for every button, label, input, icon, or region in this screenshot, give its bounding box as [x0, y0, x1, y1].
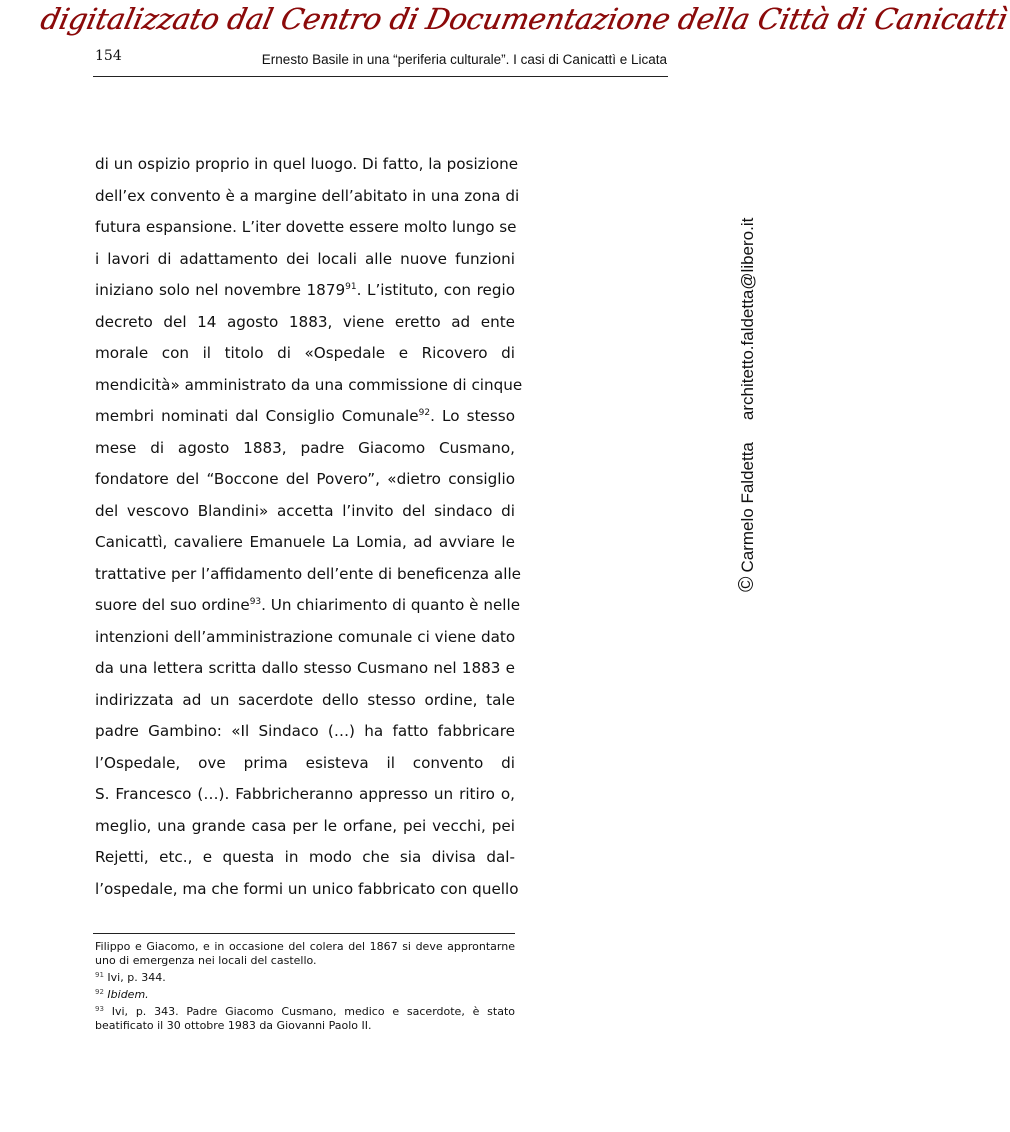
body-line [95, 590, 521, 622]
footnote-text: Ibidem. [107, 988, 149, 1001]
header-rule [93, 76, 668, 77]
body-line: di un ospizio proprio in quel luogo. Di fatto, la posizione [95, 155, 519, 173]
footnote-92 [95, 988, 515, 1002]
author-name: Carmelo Faldetta [738, 442, 757, 573]
author-email[interactable]: architetto.faldetta@libero.it [738, 217, 757, 421]
running-title: Ernesto Basile in una “periferia culturale”. I casi di Canicattì e Licata [261, 52, 667, 67]
body-line-part: suore del suo ordine [95, 596, 250, 614]
body-line: da una lettera scritta dallo stesso Cusmano nel 1883 e [95, 659, 515, 677]
footnote-number: 92 [95, 988, 104, 996]
page-number: 154 [95, 48, 122, 64]
footnotes [95, 940, 515, 1036]
body-line: l’Ospedale, ove prima esisteva il convento di [95, 753, 515, 772]
footnote-continuation: Filippo e Giacomo, e in occasione del colera del 1867 si deve approntarne uno di emergenza nei locali del castello. [95, 940, 515, 967]
body-line: mendicità» amministrato da una commissione di cinque [95, 375, 523, 394]
body-line: morale con il titolo di «Ospedale e Ricovero di [95, 344, 515, 362]
body-line: trattative per l’affidamento dell’ente di beneficenza alle [95, 564, 522, 583]
footnote-ref-91[interactable]: 91 [345, 282, 357, 292]
footnote-rule [93, 933, 515, 934]
body-line [95, 275, 515, 307]
body-line [95, 401, 515, 433]
body-line-part: iniziano solo nel novembre 1879 [95, 281, 346, 299]
body-line: mese di agosto 1883, padre Giacomo Cusmano, [95, 438, 515, 457]
digitization-banner: digitalizzato dal Centro di Documentazione della Città di Canicattì [37, 2, 1010, 36]
body-line: indirizzata ad un sacerdote dello stesso ordine, tale [95, 690, 515, 709]
body-line-part: membri nominati dal Consiglio Comunale [95, 407, 419, 425]
footnote-ref-93[interactable]: 93 [249, 597, 262, 607]
body-text [95, 149, 523, 905]
body-line: S. Francesco (…). Fabbricheranno appresso un ritiro o, [95, 785, 515, 803]
body-line-part: . Lo stesso [430, 407, 515, 425]
body-line: Rejetti, etc., e questa in modo che sia divisa dal- [95, 848, 515, 866]
body-line: futura espansione. L’iter dovette essere molto lungo se [95, 218, 517, 236]
footnote-text: Ivi, p. 343. Padre Giacomo Cusmano, medico e sacerdote, è stato beatificato il 30 ottobre 1983 da Giovanni Paolo II. [95, 1005, 515, 1032]
body-line: intenzioni dell’amministrazione comunale ci viene dato [95, 627, 516, 646]
footnote-number: 91 [95, 971, 104, 979]
copyright-icon: © [735, 576, 758, 592]
body-line: l’ospedale, ma che formi un unico fabbricato con quello [95, 879, 519, 898]
footnote-number: 93 [95, 1005, 104, 1013]
footnote-93 [95, 1005, 515, 1033]
footnote-text: Ivi, p. 344. [107, 971, 166, 984]
body-line-part: . Un chiarimento di quanto è nelle [261, 596, 521, 614]
copyright-sidebar [735, 218, 759, 592]
footnote-91 [95, 971, 515, 985]
body-line: padre Gambino: «Il Sindaco (…) ha fatto fabbricare [95, 722, 515, 740]
body-line: decreto del 14 agosto 1883, viene eretto ad ente [95, 312, 515, 331]
body-line-part: . L’istituto, con regio [356, 281, 515, 299]
body-line: del vescovo Blandini» accetta l’invito del sindaco di [95, 501, 515, 520]
body-line: dell’ex convento è a margine dell’abitato in una zona di [95, 186, 520, 205]
footnote-ref-92[interactable]: 92 [418, 408, 431, 418]
body-line: i lavori di adattamento dei locali alle nuove funzioni [95, 249, 515, 268]
body-line: Canicattì, cavaliere Emanuele La Lomia, ad avviare le [95, 533, 515, 551]
body-line: fondatore del “Boccone del Povero”, «dietro consiglio [95, 470, 515, 488]
body-line: meglio, una grande casa per le orfane, pei vecchi, pei [95, 816, 515, 835]
